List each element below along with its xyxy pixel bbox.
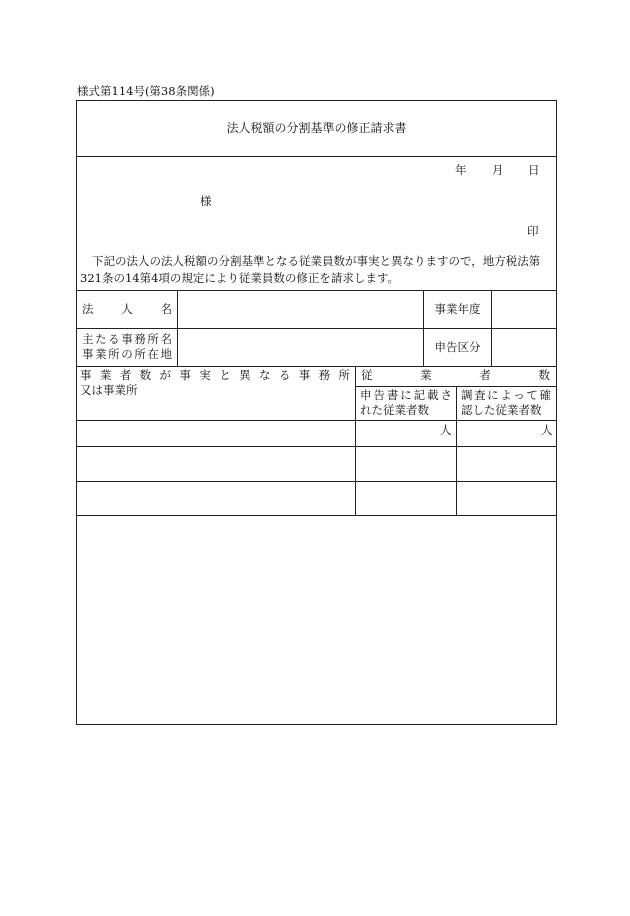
reported-unit: 人 (440, 423, 452, 437)
label-main-office-line2: 事業所の所在地 (82, 347, 172, 361)
label-filing-type: 申告区分 (434, 340, 481, 354)
label-main-office-line1: 主たる事務所名 (82, 332, 172, 346)
employees-header: 従業者数 (361, 368, 550, 382)
addressee-suffix: 様 (200, 194, 212, 208)
date-year: 年 (455, 163, 467, 177)
office-cell-1[interactable] (78, 421, 355, 446)
label-business-year: 事業年度 (434, 302, 481, 316)
form-number: 様式第114号(第38条関係) (77, 84, 215, 98)
confirmed-cell-1[interactable] (457, 421, 555, 446)
request-text-line2: 321条の14第4項の規定により従業員数の修正を請求します。 (80, 271, 399, 285)
confirmed-unit: 人 (541, 423, 553, 437)
office-header-line1: 事業者数が事実と異なる事務所 (80, 368, 350, 382)
title-divider (77, 156, 556, 157)
confirmed-header-line2: 認した従業者数 (461, 403, 542, 417)
office-cell-2[interactable] (78, 447, 355, 481)
office-header-line2: 又は事業所 (80, 383, 138, 397)
reported-cell-1[interactable] (356, 421, 456, 446)
remarks-area[interactable] (78, 516, 555, 722)
corporate-name-value[interactable] (178, 291, 423, 328)
reported-header-line2: れた従業者数 (360, 403, 429, 417)
main-office-value[interactable] (178, 329, 423, 366)
label-corporate-name: 法人名 (82, 302, 172, 316)
business-year-value[interactable] (492, 291, 555, 328)
confirmed-cell-3[interactable] (457, 482, 555, 515)
confirmed-cell-2[interactable] (457, 447, 555, 481)
filing-type-value[interactable] (492, 329, 555, 366)
reported-header-line1: 申告書に記載さ (360, 388, 452, 402)
date-day: 日 (528, 163, 540, 177)
seal-mark: 印 (527, 224, 539, 238)
form-title: 法人税額の分割基準の修正請求書 (226, 121, 407, 135)
office-cell-3[interactable] (78, 482, 355, 515)
reported-cell-2[interactable] (356, 447, 456, 481)
confirmed-header-line1: 調査によって確 (461, 388, 551, 402)
row-divider-3 (77, 366, 556, 367)
reported-cell-3[interactable] (356, 482, 456, 515)
request-text-line1: 下記の法人の法人税額の分割基準となる従業員数が事実と異なりますので，地方税法第 (92, 254, 541, 268)
date-month: 月 (492, 163, 504, 177)
